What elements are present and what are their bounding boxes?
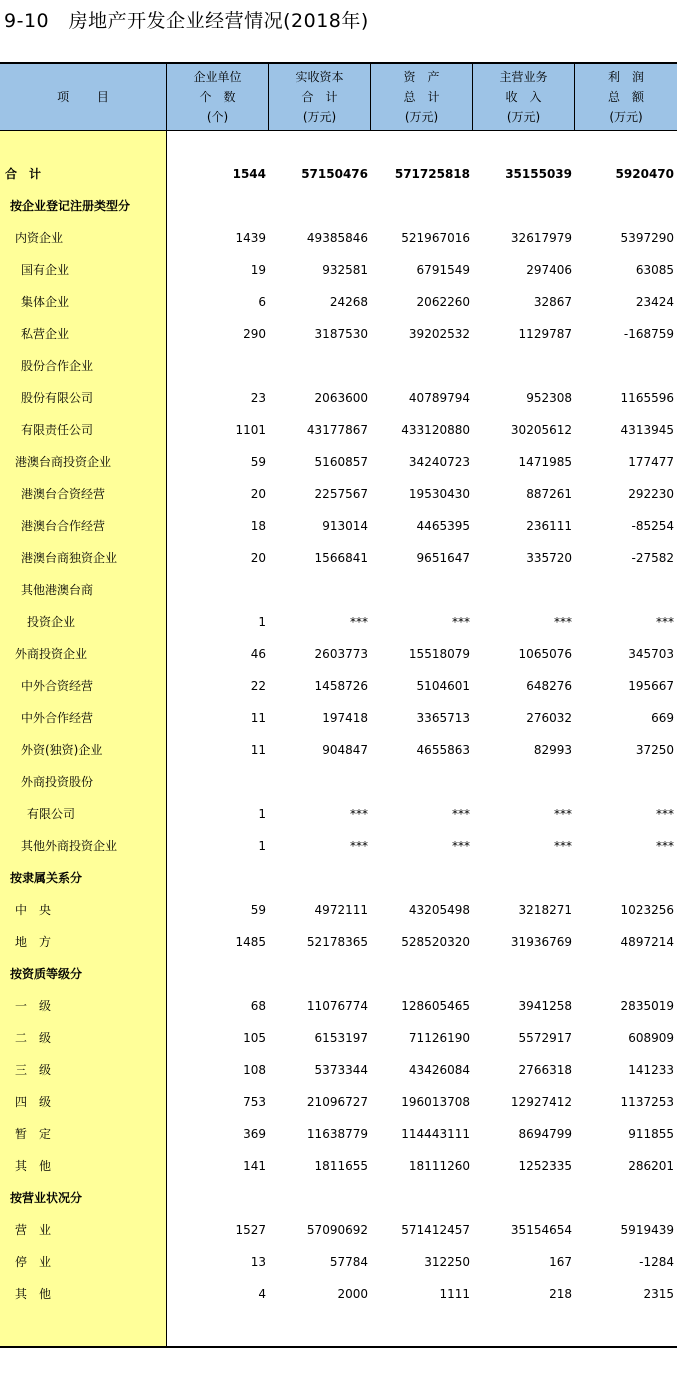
row-label: 合 计 (5, 167, 42, 181)
row-value: *** (656, 839, 674, 853)
row-value: 2603773 (314, 647, 368, 661)
row-value: 30205612 (510, 423, 572, 437)
row-value: 608909 (628, 1031, 674, 1045)
row-value: 1458726 (314, 679, 368, 693)
row-label: 股份有限公司 (21, 391, 94, 405)
header-col-line: 收 入 (505, 90, 542, 104)
row-value: 195667 (628, 679, 674, 693)
row-value: 753 (243, 1095, 266, 1109)
row-label: 其 他 (15, 1287, 52, 1301)
row-value: 32617979 (510, 231, 572, 245)
table-row (0, 958, 677, 990)
row-value: *** (452, 615, 470, 629)
data-table (0, 62, 677, 1347)
header-divider (268, 64, 269, 130)
row-value: 1 (258, 839, 266, 853)
row-value: 4313945 (620, 423, 674, 437)
row-value: 218 (549, 1287, 572, 1301)
row-value: 276032 (526, 711, 572, 725)
row-value: -85254 (631, 519, 674, 533)
row-value: 108 (243, 1063, 266, 1077)
row-value: 12927412 (510, 1095, 572, 1109)
row-value: 297406 (526, 263, 572, 277)
row-label: 私营企业 (21, 327, 70, 341)
row-value: 59 (250, 455, 266, 469)
row-value: 4 (258, 1287, 266, 1301)
row-label: 外商投资股份 (21, 775, 94, 789)
row-label: 营 业 (15, 1223, 52, 1237)
table-row (0, 798, 677, 830)
table-row (0, 542, 677, 574)
row-value: 6791549 (416, 263, 470, 277)
table-row (0, 574, 677, 606)
row-value: 335720 (526, 551, 572, 565)
row-value: 6 (258, 295, 266, 309)
row-value: 1165596 (620, 391, 674, 405)
row-value: -27582 (631, 551, 674, 565)
row-value: 8694799 (518, 1127, 572, 1141)
row-value: 4972111 (314, 903, 368, 917)
row-value: 196013708 (401, 1095, 470, 1109)
row-value: 15518079 (408, 647, 470, 661)
row-label: 港澳台商投资企业 (15, 455, 112, 469)
row-label: 港澳台合资经营 (21, 487, 106, 501)
table-header (0, 64, 677, 130)
row-value: 1439 (235, 231, 266, 245)
row-value: 1544 (232, 167, 266, 181)
header-divider (574, 64, 575, 130)
row-value: 11 (250, 743, 266, 757)
table-row (0, 638, 677, 670)
row-value: 1101 (235, 423, 266, 437)
row-value: 1566841 (314, 551, 368, 565)
table-row (0, 766, 677, 798)
table-row (0, 222, 677, 254)
row-value: 18 (250, 519, 266, 533)
row-value: 345703 (628, 647, 674, 661)
header-col-line: 实收资本 (295, 70, 344, 84)
row-label: 按企业登记注册类型分 (10, 199, 131, 213)
row-value: 1527 (235, 1223, 266, 1237)
page-title: 9-10 房地产开发企业经营情况(2018年) (4, 10, 369, 32)
header-col-line: (万元) (506, 110, 541, 124)
row-value: *** (554, 615, 572, 629)
row-value: 1129787 (518, 327, 572, 341)
header-col-line: 个 数 (199, 90, 236, 104)
row-value: 3218271 (518, 903, 572, 917)
row-value: 46 (250, 647, 266, 661)
table-row (0, 1150, 677, 1182)
header-divider (370, 64, 371, 130)
table-row (0, 1054, 677, 1086)
table-row (0, 894, 677, 926)
row-value: 24268 (329, 295, 368, 309)
row-value: 128605465 (401, 999, 470, 1013)
row-value: 11076774 (306, 999, 368, 1013)
table-row (0, 1022, 677, 1054)
header-divider (472, 64, 473, 130)
row-value: 4465395 (416, 519, 470, 533)
row-value: 82993 (533, 743, 572, 757)
table-row (0, 734, 677, 766)
row-value: *** (656, 615, 674, 629)
row-value: 369 (243, 1127, 266, 1141)
row-value: 2835019 (620, 999, 674, 1013)
row-value: 433120880 (401, 423, 470, 437)
row-value: *** (350, 839, 368, 853)
row-value: 312250 (424, 1255, 470, 1269)
row-value: 23424 (635, 295, 674, 309)
row-label: 国有企业 (21, 263, 70, 277)
row-label: 股份合作企业 (21, 359, 94, 373)
row-label: 一 级 (15, 999, 52, 1013)
table-row (0, 254, 677, 286)
row-label: 其他外商投资企业 (21, 839, 118, 853)
table-row (0, 158, 677, 190)
table-row (0, 414, 677, 446)
row-value: 5104601 (416, 679, 470, 693)
table-row (0, 862, 677, 894)
header-item: 项 目 (57, 90, 121, 104)
row-value: 59 (250, 903, 266, 917)
row-label: 三 级 (15, 1063, 52, 1077)
row-value: 18111260 (408, 1159, 470, 1173)
row-value: 1111 (439, 1287, 470, 1301)
row-value: 5919439 (620, 1223, 674, 1237)
row-value: 904847 (322, 743, 368, 757)
header-col-line: 资 产 (403, 70, 440, 84)
row-label: 港澳台商独资企业 (21, 551, 118, 565)
row-value: *** (554, 839, 572, 853)
table-row (0, 1118, 677, 1150)
row-label: 外资(独资)企业 (21, 743, 103, 757)
row-value: 1 (258, 807, 266, 821)
row-value: 571725818 (394, 167, 470, 181)
header-col-line: (万元) (404, 110, 439, 124)
row-label: 按隶属关系分 (10, 871, 83, 885)
row-label: 投资企业 (27, 615, 76, 629)
table-row (0, 478, 677, 510)
row-value: 932581 (322, 263, 368, 277)
row-value: 290 (243, 327, 266, 341)
row-value: 1811655 (314, 1159, 368, 1173)
row-value: 11638779 (306, 1127, 368, 1141)
row-label: 中外合资经营 (21, 679, 94, 693)
row-value: 43426084 (408, 1063, 470, 1077)
row-value: 648276 (526, 679, 572, 693)
row-label: 按营业状况分 (10, 1191, 83, 1205)
table-row (0, 190, 677, 222)
row-label: 停 业 (15, 1255, 52, 1269)
row-label: 暂 定 (15, 1127, 52, 1141)
row-value: 286201 (628, 1159, 674, 1173)
table-row (0, 1278, 677, 1310)
table-row (0, 286, 677, 318)
row-value: 528520320 (401, 935, 470, 949)
table-row (0, 1086, 677, 1118)
row-value: 236111 (526, 519, 572, 533)
header-col-revenue (473, 64, 574, 130)
row-value: 105 (243, 1031, 266, 1045)
header-col-profit (575, 64, 677, 130)
row-value: 141 (243, 1159, 266, 1173)
row-value: 57150476 (301, 167, 368, 181)
row-value: 23 (250, 391, 266, 405)
row-label: 按资质等级分 (10, 967, 83, 981)
row-value: 9651647 (416, 551, 470, 565)
row-value: 3365713 (416, 711, 470, 725)
row-value: 571412457 (401, 1223, 470, 1237)
row-value: 3941258 (518, 999, 572, 1013)
table-bottom-rule (0, 1346, 677, 1348)
table-row (0, 830, 677, 862)
row-value: 19 (250, 263, 266, 277)
row-value: 52178365 (306, 935, 368, 949)
row-value: 669 (651, 711, 674, 725)
row-value: 4655863 (416, 743, 470, 757)
table-row (0, 670, 677, 702)
row-value: 34240723 (408, 455, 470, 469)
row-value: *** (554, 807, 572, 821)
row-label: 其 他 (15, 1159, 52, 1173)
header-col-assets (371, 64, 472, 130)
row-label: 集体企业 (21, 295, 70, 309)
row-value: 37250 (635, 743, 674, 757)
row-label: 中外合作经营 (21, 711, 94, 725)
row-value: -1284 (639, 1255, 674, 1269)
row-value: 6153197 (314, 1031, 368, 1045)
row-label: 有限责任公司 (21, 423, 94, 437)
row-value: 71126190 (408, 1031, 470, 1045)
row-value: 1023256 (620, 903, 674, 917)
row-value: 3187530 (314, 327, 368, 341)
row-value: 2257567 (314, 487, 368, 501)
row-label: 地 方 (15, 935, 52, 949)
header-col-line: 企业单位 (193, 70, 242, 84)
header-col-units (167, 64, 268, 130)
row-value: 57090692 (306, 1223, 368, 1237)
header-col-line: (个) (206, 110, 229, 124)
row-value: *** (350, 615, 368, 629)
row-value: 2766318 (518, 1063, 572, 1077)
table-row (0, 990, 677, 1022)
row-value: *** (350, 807, 368, 821)
row-label: 内资企业 (15, 231, 64, 245)
row-value: 68 (250, 999, 266, 1013)
row-value: -168759 (623, 327, 674, 341)
table-row (0, 1246, 677, 1278)
row-value: 43177867 (306, 423, 368, 437)
row-value: 5397290 (620, 231, 674, 245)
row-label: 有限公司 (27, 807, 76, 821)
table-row (0, 1214, 677, 1246)
table-row (0, 446, 677, 478)
row-value: 887261 (526, 487, 572, 501)
row-value: 63085 (635, 263, 674, 277)
row-value: 49385846 (306, 231, 368, 245)
row-value: 22 (250, 679, 266, 693)
row-value: 31936769 (510, 935, 572, 949)
row-value: 13 (250, 1255, 266, 1269)
header-col-line: 主营业务 (499, 70, 548, 84)
row-label: 港澳台合作经营 (21, 519, 106, 533)
row-value: 2315 (643, 1287, 674, 1301)
row-label: 四 级 (15, 1095, 52, 1109)
row-value: 20 (250, 551, 266, 565)
header-divider (166, 64, 167, 130)
row-value: 5572917 (518, 1031, 572, 1045)
row-value: 11 (250, 711, 266, 725)
row-label: 二 级 (15, 1031, 52, 1045)
row-value: 2063600 (314, 391, 368, 405)
row-value: 521967016 (401, 231, 470, 245)
row-value: 43205498 (408, 903, 470, 917)
row-value: 39202532 (408, 327, 470, 341)
row-value: 141233 (628, 1063, 674, 1077)
row-value: 1065076 (518, 647, 572, 661)
row-value: *** (656, 807, 674, 821)
table-row (0, 1182, 677, 1214)
row-value: 911855 (628, 1127, 674, 1141)
header-col-line: 利 润 (607, 70, 644, 84)
header-col-line: (万元) (302, 110, 337, 124)
row-value: 1252335 (518, 1159, 572, 1173)
row-value: 2062260 (416, 295, 470, 309)
row-value: 40789794 (408, 391, 470, 405)
row-value: 1137253 (620, 1095, 674, 1109)
row-value: 35154654 (510, 1223, 572, 1237)
row-value: 32867 (533, 295, 572, 309)
row-value: 5920470 (615, 167, 674, 181)
table-row (0, 606, 677, 638)
row-value: 21096727 (306, 1095, 368, 1109)
row-label: 外商投资企业 (15, 647, 88, 661)
row-value: 197418 (322, 711, 368, 725)
row-value: 5373344 (314, 1063, 368, 1077)
row-value: 1471985 (518, 455, 572, 469)
row-value: 4897214 (620, 935, 674, 949)
header-col-line: 总 额 (607, 90, 644, 104)
table-row (0, 702, 677, 734)
row-value: 20 (250, 487, 266, 501)
header-col-capital (269, 64, 370, 130)
row-value: 913014 (322, 519, 368, 533)
row-value: 1 (258, 615, 266, 629)
row-value: 57784 (329, 1255, 368, 1269)
header-col-line: (万元) (609, 110, 643, 124)
row-value: 114443111 (401, 1127, 470, 1141)
row-value: 5160857 (314, 455, 368, 469)
table-row (0, 318, 677, 350)
row-value: 292230 (628, 487, 674, 501)
table-row (0, 382, 677, 414)
row-value: 2000 (337, 1287, 368, 1301)
row-label: 其他港澳台商 (21, 583, 94, 597)
row-value: 19530430 (408, 487, 470, 501)
row-value: 35155039 (505, 167, 572, 181)
row-value: *** (452, 807, 470, 821)
row-value: 177477 (628, 455, 674, 469)
header-col-line: 合 计 (301, 90, 338, 104)
row-value: 167 (549, 1255, 572, 1269)
row-value: 1485 (235, 935, 266, 949)
table-row (0, 350, 677, 382)
table-row (0, 926, 677, 958)
row-value: *** (452, 839, 470, 853)
table-row (0, 510, 677, 542)
header-col-line: 总 计 (403, 90, 440, 104)
row-value: 952308 (526, 391, 572, 405)
row-label: 中 央 (15, 903, 52, 917)
